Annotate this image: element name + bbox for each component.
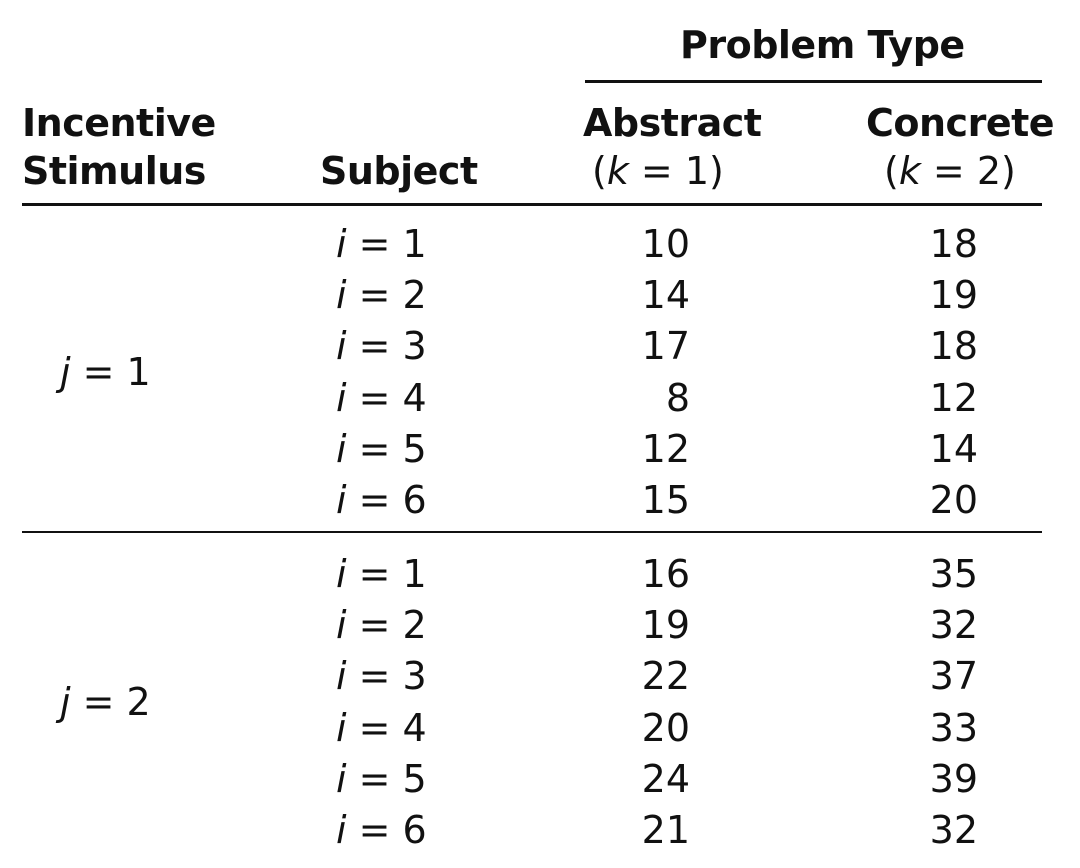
abstract-value: 15 [641,478,690,522]
abstract-value: 16 [641,552,690,596]
abstract-value: 17 [641,324,690,369]
subject-cell: i = 2 [336,273,427,318]
problem-type-heading: Problem Type [680,23,965,67]
subject-cell: i = 5 [336,426,427,471]
abstract-header-line1: Abstract [583,101,762,145]
abstract-value: 19 [641,603,690,648]
concrete-value: 12 [929,375,978,420]
subject-cell: i = 6 [336,478,427,522]
abstract-value: 8 [665,375,690,420]
concrete-header-line1: Concrete [866,101,1055,145]
concrete-value: 35 [929,552,978,596]
abstract-header-line2: (k = 1) [592,149,724,193]
problem-type-underline [585,80,1042,83]
group-divider-rule [22,531,1042,533]
concrete-value: 14 [929,426,978,471]
subject-cell: i = 1 [336,222,427,266]
incentive-stimulus-label: j = 1 [60,350,151,394]
abstract-value: 14 [641,273,690,318]
abstract-value: 21 [641,808,690,852]
concrete-value: 20 [929,478,978,522]
abstract-value: 12 [641,426,690,471]
concrete-header-line2: (k = 2) [884,149,1016,193]
incentive-stimulus-header-line1: Incentive [22,101,216,145]
abstract-value: 20 [641,705,690,750]
subject-cell: i = 3 [336,654,427,699]
concrete-value: 18 [929,222,978,266]
concrete-value: 33 [929,705,978,750]
abstract-value: 10 [641,222,690,266]
subject-cell: i = 5 [336,756,427,801]
concrete-value: 32 [929,808,978,852]
concrete-value: 18 [929,324,978,369]
concrete-value: 39 [929,756,978,801]
concrete-value: 37 [929,654,978,699]
subject-cell: i = 1 [336,552,427,596]
incentive-stimulus-header-line2: Stimulus [22,149,206,193]
subject-cell: i = 6 [336,808,427,852]
subject-cell: i = 4 [336,705,427,750]
concrete-value: 32 [929,603,978,648]
incentive-stimulus-label: j = 2 [60,680,151,724]
subject-cell: i = 4 [336,375,427,420]
subject-cell: i = 3 [336,324,427,369]
concrete-value: 19 [929,273,978,318]
abstract-value: 24 [641,756,690,801]
subject-header: Subject [320,149,478,193]
abstract-value: 22 [641,654,690,699]
header-bottom-rule [22,203,1042,206]
subject-cell: i = 2 [336,603,427,648]
